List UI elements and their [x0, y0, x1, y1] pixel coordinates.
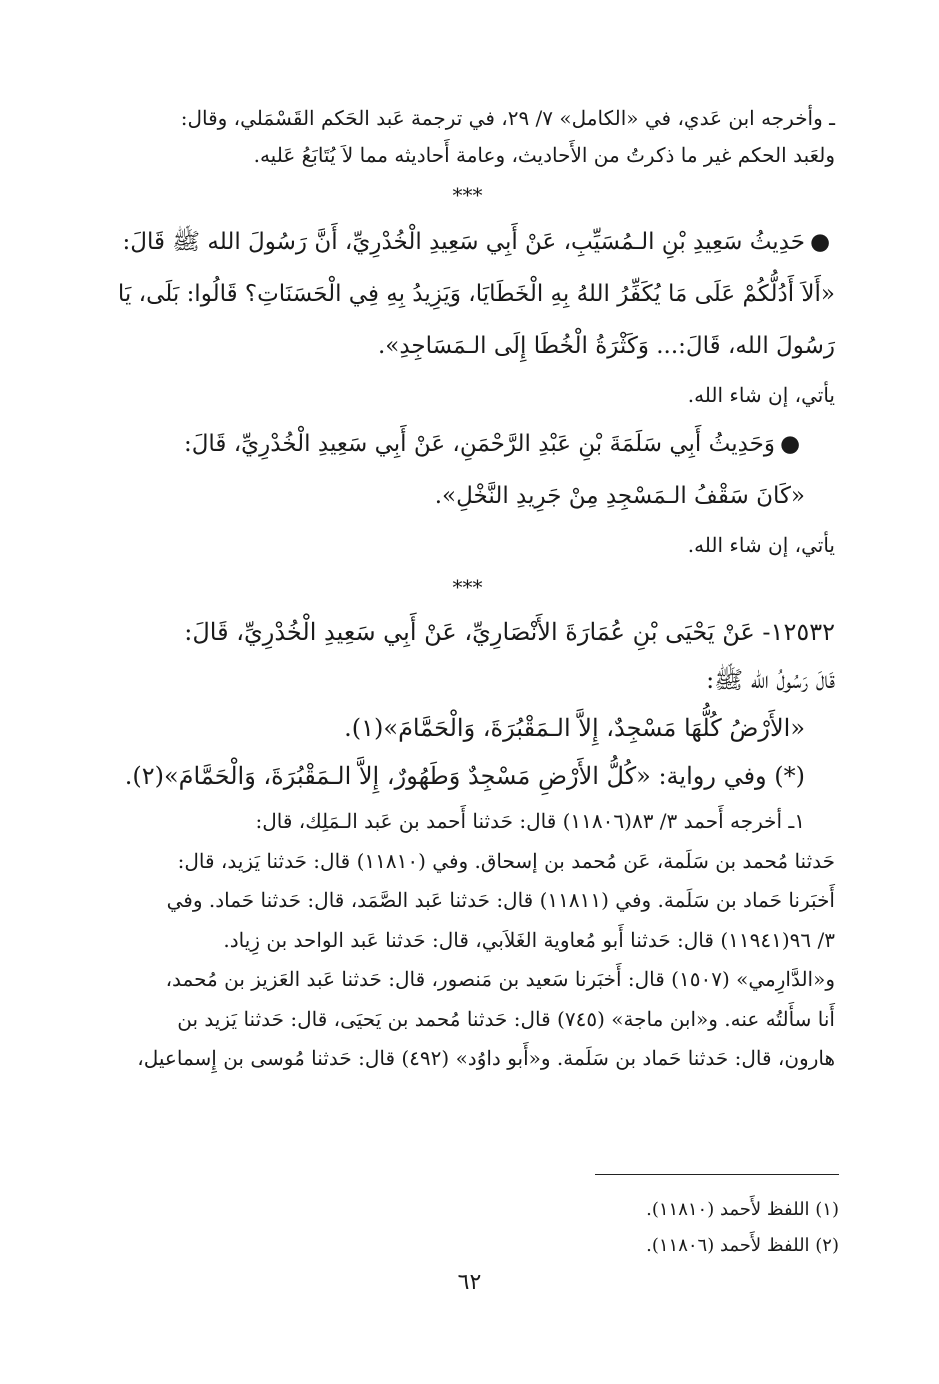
text-line: ولعَبد الحكم غير ما ذكرتُ من الأَحاديث، وعامة أَحاديثه مما لاَ يُتَابَعُ عَليه.: [253, 143, 835, 167]
page-body: [100, 100, 835, 1079]
text-line: حَدثنا مُحمد بن سَلَمة، عَن مُحمد بن إسحاق. وفي (١١٨١٠) قال: حَدثنا يَزيد، قال:: [177, 848, 835, 873]
footnotes: [104, 1192, 839, 1264]
text-line: أَخبَرنا حَماد بن سَلَمة. وفي (١١٨١١) قال: حَدثنا عَبد الصَّمَد، قال: حَدثنا حَماد. وفي: [166, 888, 835, 912]
hadith-line: حَدِيثُ سَعِيدِ بْنِ الـمُسَيِّبِ، عَنْ أَبِي سَعِيدِ الْخُدْرِيِّ، أَنَّ رَسُولَ الله ﷺ قَالَ:: [122, 229, 805, 255]
footnote: (٢) اللفظ لأَحمد (١١٨٠٦).: [646, 1235, 839, 1256]
text-line: ـ وأخرجه ابن عَدي، في «الكامل» ٧/ ٢٩، في ترجمة عَبد الحَكم القَسْمَلي، وقال:: [180, 106, 835, 130]
hadith-text: «الأَرْضُ كُلُّهَا مَسْجِدٌ، إِلاَّ الـمَقْبُرَةَ، وَالْحَمَّامَ»(١).: [344, 714, 805, 742]
footnote-divider: [595, 1174, 839, 1175]
hadith-line: «أَلاَ أَدُلُّكُمْ عَلَى مَا يُكَفِّرُ اللهُ بِهِ الْخَطَايَا، وَيَزِيدُ بِهِ فِي الْحَسَنَاتِ؟ قَالُوا: بَلَى، يَا: [117, 281, 835, 307]
footnote: (١) اللفظ لأَحمد (١١٨١٠).: [646, 1199, 839, 1220]
page-number: ٦٢: [457, 1270, 482, 1295]
hadith-line: «كَانَ سَقْفُ الـمَسْجِدِ مِنْ جَرِيدِ النَّخْلِ».: [434, 483, 805, 509]
intro-paragraph: [100, 100, 835, 174]
takhrij-paragraph: [100, 802, 835, 1079]
hadith-variant: (*) وفي رواية: «كُلُّ الأَرْضِ مَسْجِدٌ وَطَهُورٌ، إِلاَّ الـمَقْبُرَةَ، وَالْحَمَّامَ»(٢).: [124, 762, 805, 790]
hadith-line: قَالَ رَسُولُ الله ﷺ:: [706, 666, 835, 694]
hadith-line: وَحَدِيثُ أَبِي سَلَمَةَ بْنِ عَبْدِ الرَّحْمَنِ، عَنْ أَبِي سَعِيدِ الْخُدْرِيِّ، قَالَ:: [183, 431, 775, 457]
hadith-entry: [100, 216, 835, 372]
bullet-icon: ●: [809, 229, 831, 255]
text-line: و«الدَّارِمي» (١٥٠٧) قال: أَخبَرنا سَعيد بن مَنصور، قال: حَدثنا عَبد العَزيز بن مُحمد،: [165, 967, 835, 991]
text-line: ١ـ أخرجه أَحمد ٣/ ٨٣(١١٨٠٦) قال: حَدثنا أَحمد بن عَبد الـمَلِك، قال:: [255, 809, 805, 833]
cross-reference-note: يأتي، إن شاء الله.: [687, 383, 835, 407]
bullet-icon: ●: [779, 431, 801, 457]
text-line: أَنا سأَلتُه عنه. و«ابن ماجة» (٧٤٥) قال: حَدثنا مُحمد بن يَحيَى، قال: حَدثنا يَزيد بن: [177, 1006, 835, 1031]
main-hadith: [100, 608, 835, 800]
section-separator: ***: [452, 575, 483, 599]
hadith-entry: [100, 418, 835, 522]
hadith-heading: ١٢٥٣٢- عَنْ يَحْيَى بْنِ عُمَارَةَ الأَنْصَارِيِّ، عَنْ أَبِي سَعِيدِ الْخُدْرِيِّ، قَالَ:: [184, 618, 835, 646]
text-line: ٣/ ٩٦(١١٩٤١) قال: حَدثنا أَبو مُعاوية الغَلاَبي، قال: حَدثنا عَبد الواحد بن زِياد.: [223, 927, 835, 952]
text-line: هارون، قال: حَدثنا حَماد بن سَلَمة. و«أَبو داوُد» (٤٩٢) قال: حَدثنا مُوسى بن إِسماعيل،: [137, 1046, 835, 1070]
section-separator: ***: [452, 183, 483, 207]
hadith-line: رَسُولَ الله، قَالَ:... وَكَثْرَةُ الْخُطَا إِلَى الـمَسَاجِدِ».: [377, 333, 835, 359]
cross-reference-note: يأتي، إن شاء الله.: [687, 533, 835, 557]
